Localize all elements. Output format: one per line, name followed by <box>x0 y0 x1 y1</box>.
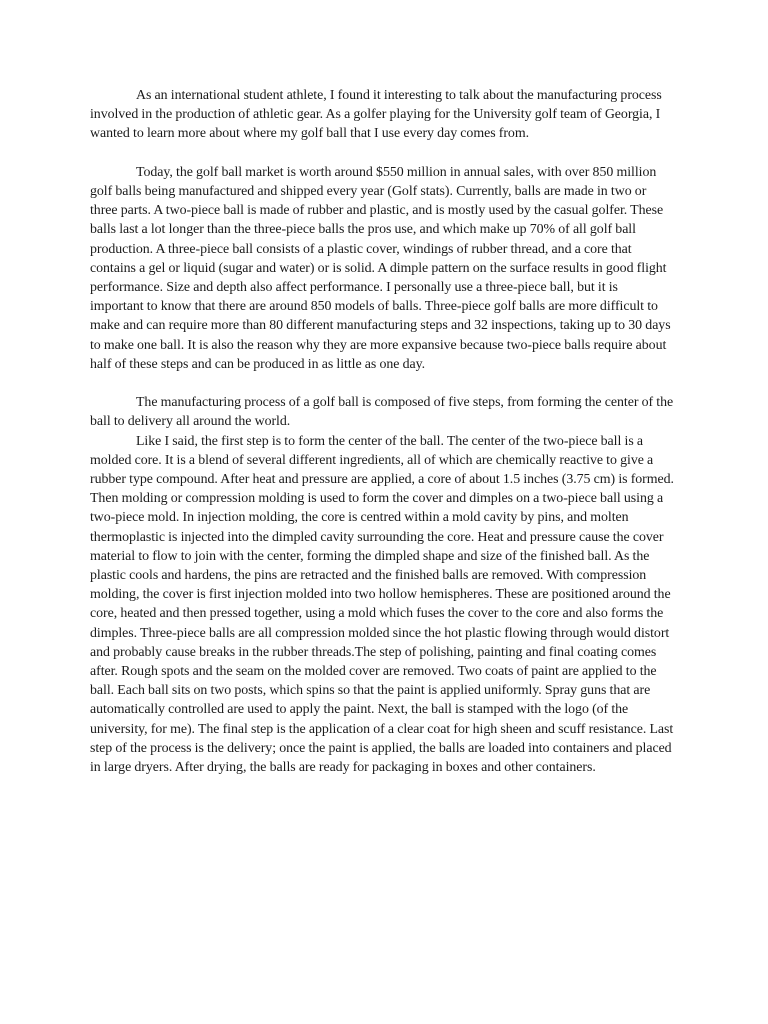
paragraph-market: Today, the golf ball market is worth around $550 million in annual sales, with over 850 million golf balls being manufactured and shipped every year (Golf stats). Currently, balls are made in two or three parts. A two-piece ball is made of rubber and plastic, and is mostly used by the casual golfer. These balls last a lot longer than the three-piece balls the pros use, and which make up 70% of all golf ball production. A three-piece ball consists of a plastic cover, windings of rubber thread, and a core that contains a gel or liquid (sugar and water) or is solid. A dimple pattern on the surface results in good flight performance. Size and depth also affect performance. I personally use a three-piece ball, but it is important to know that there are around 850 models of balls. Three-piece golf balls are more difficult to make and can require more than 80 different manufacturing steps and 32 inspections, taking up to 30 days to make one ball. It is also the reason why they are more expansive because two-piece balls require about half of these steps and can be produced in as little as one day. <box>90 164 671 372</box>
paragraph-process-steps: Like I said, the first step is to form the center of the ball. The center of the two-piece ball is a molded core. It is a blend of several different ingredients, all of which are chemically reactive to give a rubber type compound. After heat and pressure are applied, a core of about 1.5 inches (3.75 cm) is formed. Then molding or compression molding is used to form the cover and dimples on a two-piece ball using a two-piece mold. In injection molding, the core is centred within a mold cavity by pins, and molten thermoplastic is injected into the dimpled cavity surrounding the core. Heat and pressure cause the cover material to flow to join with the center, forming the dimpled shape and size of the finished ball. As the plastic cools and hardens, the pins are retracted and the finished balls are removed. With compression molding, the cover is first injection molded into two hollow hemispheres. These are positioned around the core, heated and then pressed together, using a mold which fuses the cover to the core and also forms the dimples. Three-piece balls are all compression molded since the hot plastic flowing through would distort and probably cause breaks in the rubber threads.The step of polishing, painting and final coating comes after. Rough spots and the seam on the molded cover are removed. Two coats of paint are applied to the ball. Each ball sits on two posts, which spins so that the paint is applied uniformly. Spray guns that are automatically controlled are used to apply the paint. Next, the ball is stamped with the logo (of the university, for me). The final step is the application of a clear coat for high sheen and scuff resistance. Last step of the process is the delivery; once the paint is applied, the balls are loaded into containers and placed in large dryers. After drying, the balls are ready for packaging in boxes and other containers. <box>90 433 674 776</box>
paragraph-spacer <box>90 374 674 393</box>
paragraph-intro: As an international student athlete, I found it interesting to talk about the manufacturing process involved in the production of athletic gear. As a golfer playing for the University golf team of Georgia, I wanted to learn more about where my golf ball that I use every day comes from. <box>90 88 662 142</box>
paragraph-process-overview: The manufacturing process of a golf ball is composed of five steps, from forming the center of the ball to delivery all around the world. <box>90 395 674 430</box>
paragraph-spacer <box>90 144 674 163</box>
document-body <box>90 86 674 777</box>
